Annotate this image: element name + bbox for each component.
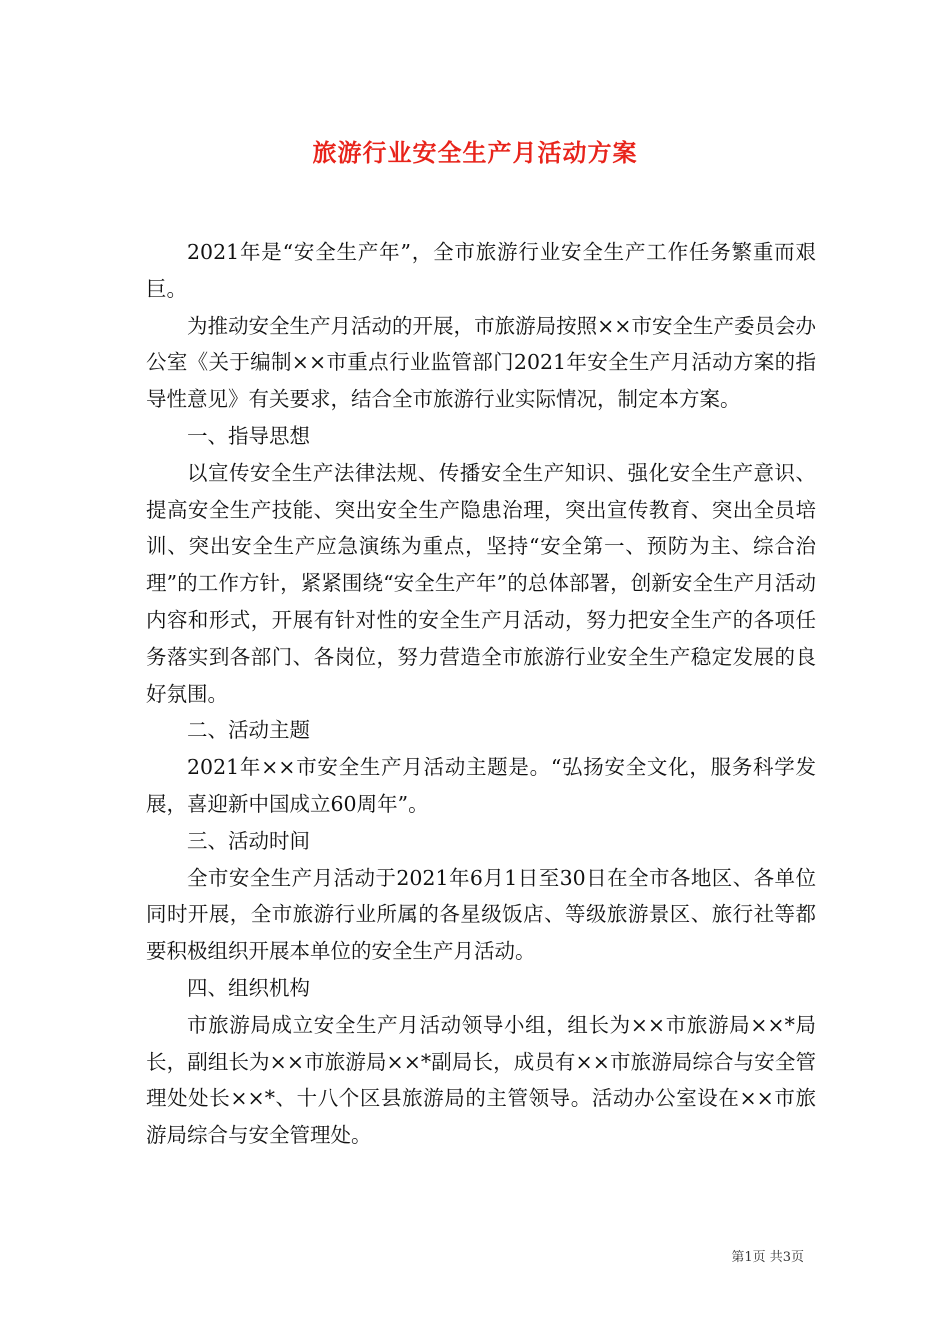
page-number-footer: 第1页 共3页 <box>731 1250 804 1265</box>
section-heading-theme: 二、活动主题 <box>187 718 310 743</box>
paragraph-intro: 2021年是“安全生产年”，全市旅游行业安全生产工作任务繁重而艰巨。 <box>146 240 816 301</box>
section-heading-guiding-thought: 一、指导思想 <box>187 423 310 448</box>
paragraph-purpose: 为推动安全生产月活动的开展，市旅游局按照××市安全生产委员会办公室《关于编制××市重点行业监管部门2021年安全生产月活动方案的指导性意见》有关要求，结合全市旅游行业实际情况，制定本方案。 <box>146 313 816 412</box>
paragraph-organization: 市旅游局成立安全生产月活动领导小组，组长为××市旅游局××*局长，副组长为××市旅游局××*副局长，成员有××市旅游局综合与安全管理处处长××*、十八个区县旅游局的主管领导。活动办公室设在××市旅游局综合与安全管理处。 <box>146 1012 816 1148</box>
paragraph-guiding-thought: 以宣传安全生产法律法规、传播安全生产知识、强化安全生产意识、提高安全生产技能、突出安全生产隐患治理，突出宣传教育、突出全员培训、突出安全生产应急演练为重点，坚持“安全第一、预防为主、综合治理”的工作方针，紧紧围绕“安全生产年”的总体部署，创新安全生产月活动内容和形式，开展有针对性的安全生产月活动，努力把安全生产的各项任务落实到各部门、各岗位，努力营造全市旅游行业安全生产稳定发展的良好氛围。 <box>146 460 816 706</box>
paragraph-time: 全市安全生产月活动于2021年6月1日至30日在全市各地区、各单位同时开展，全市旅游行业所属的各星级饭店、等级旅游景区、旅行社等都要积极组织开展本单位的安全生产月活动。 <box>146 865 816 964</box>
section-heading-organization: 四、组织机构 <box>187 975 310 1000</box>
paragraph-theme: 2021年××市安全生产月活动主题是。“弘扬安全文化，服务科学发展，喜迎新中国成立60周年”。 <box>146 755 816 816</box>
document-title: 旅游行业安全生产月活动方案 <box>312 139 638 167</box>
section-heading-time: 三、活动时间 <box>187 828 310 853</box>
document-body <box>146 234 816 1154</box>
